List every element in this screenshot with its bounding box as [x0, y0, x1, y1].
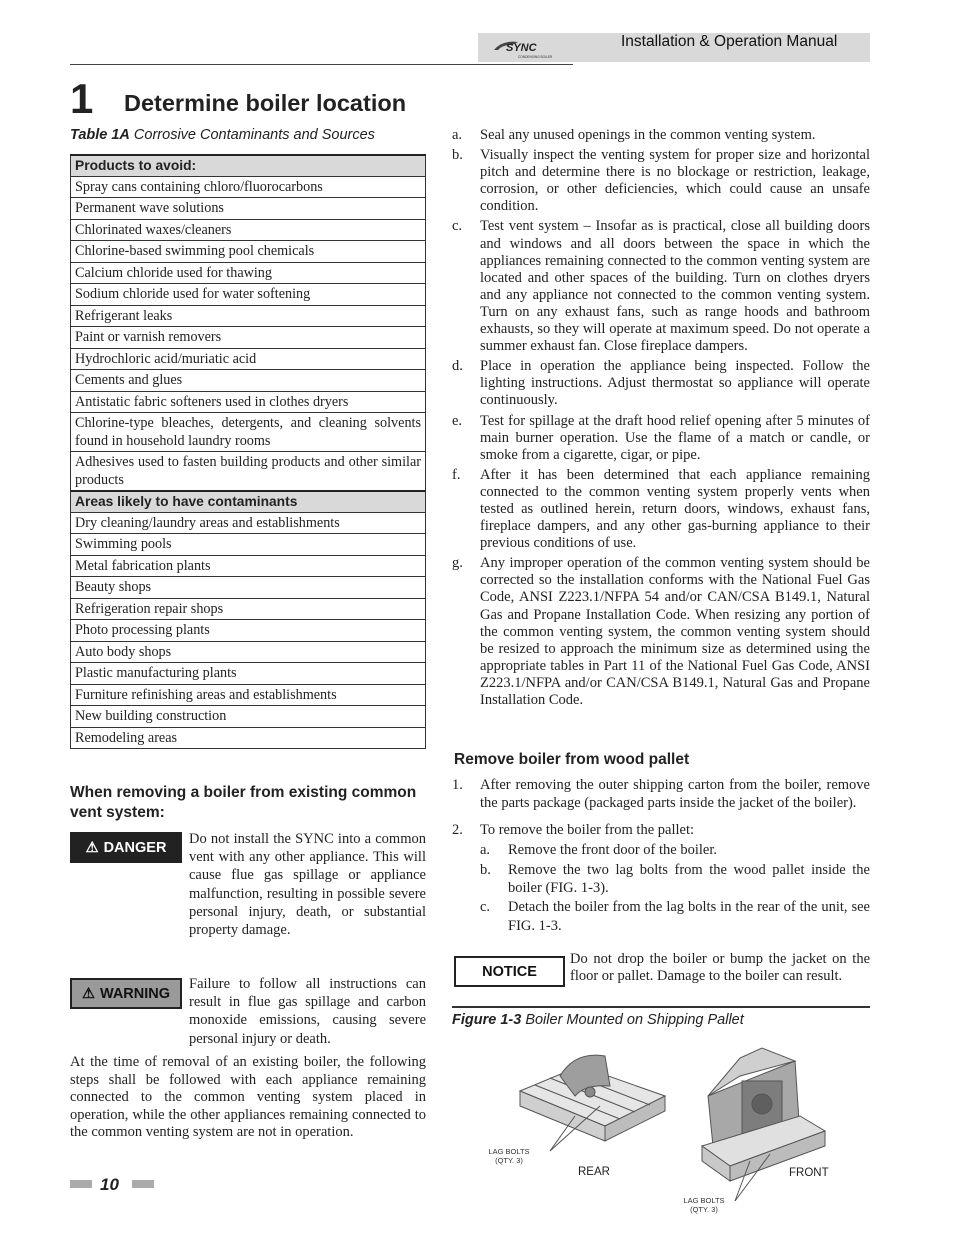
contaminants-table [70, 154, 426, 749]
step-text: After removing the outer shipping carton from the boiler, remove the parts package (packaged parts inside the jacket of the boiler). [480, 777, 870, 812]
table-row: Permanent wave solutions [71, 198, 426, 220]
list-item [452, 467, 870, 552]
table-row: Cements and glues [71, 370, 426, 392]
intro-paragraph: At the time of removal of an existing boiler, the following steps shall be followed with each appliance remaining connected to the common venting system placed in operation, while the other appliances remaining connected to the common venting system are not in operation. [70, 1054, 426, 1141]
danger-text: Do not install the SYNC into a common vent with any other appliance. This will cause flue gas spillage or appliance malfunction, resulting in possible severe personal injury, death, or substantial property damage. [189, 831, 426, 939]
step-label: g. [452, 555, 463, 572]
step-text: Remove the two lag bolts from the wood pallet inside the boiler (FIG. 1-3). [508, 861, 870, 897]
list-item [452, 898, 870, 935]
section-title: Determine boiler location [124, 90, 407, 116]
table-row: Spray cans containing chloro/fluorocarbons [71, 176, 426, 198]
step-text: Any improper operation of the common venting system should be corrected so the installation conforms with the National Fuel Gas Code, ANSI Z223.1/NFPA 54 and/or CAN/CSA B149.1, Natural Gas and Propane Installation Code. When resizing any portion of the common venting system, the common venting system should be resized to approach the minimum size as determined using the appropriate tables in Part 11 of the National Fuel Gas Code, ANSI Z223.1/NFPA and/or CAN/CSA B149.1, Natural Gas and Propane Installation Code. [480, 555, 870, 708]
notice-badge: NOTICE [454, 956, 565, 987]
warning-triangle-icon: ⚠ [85, 839, 99, 856]
lag-bolts-line1: LAG BOLTS [683, 1196, 725, 1205]
table-row: Chlorine-type bleaches, detergents, and cleaning solvents found in household laundry rooms [71, 413, 426, 452]
front-view-label: FRONT [789, 1167, 829, 1179]
pallet-heading: Remove boiler from wood pallet [454, 751, 690, 768]
step-text: Remove the front door of the boiler. [508, 842, 717, 859]
table-row: Plastic manufacturing plants [71, 663, 426, 685]
table-row: Calcium chloride used for thawing [71, 262, 426, 284]
lag-bolts-line2: (QTY. 3) [690, 1205, 718, 1214]
table-row: Refrigeration repair shops [71, 598, 426, 620]
sync-logo [492, 36, 562, 60]
step-text: Place in operation the appliance being inspected. Follow the lighting instructions. Adjust thermostat so appliance will operate continuously. [480, 358, 870, 409]
lag-bolts-line1: LAG BOLTS [488, 1147, 530, 1156]
step-text: After it has been determined that each appliance remaining connected to the common venting system properly vents when tested as outlined herein, return doors, windows, exhaust fans, fireplace dampers, and any other gas-burning appliance to their previous conditions of use. [480, 466, 870, 552]
step-label: a. [452, 127, 463, 143]
list-item [452, 841, 870, 859]
list-item [452, 413, 870, 464]
vent-removal-heading: When removing a boiler from existing common vent system: [70, 784, 417, 821]
table-row: Chlorinated waxes/cleaners [71, 219, 426, 241]
step-label: b. [480, 861, 491, 878]
step-label: c. [480, 899, 491, 916]
table-row: Auto body shops [71, 641, 426, 663]
svg-text:CONDENSING BOILER: CONDENSING BOILER [518, 55, 553, 59]
list-item [452, 821, 870, 839]
list-item [452, 861, 870, 898]
figure-caption [452, 1012, 744, 1028]
list-item [452, 147, 870, 215]
section-number: 1 [70, 75, 94, 122]
footer-bar-left [70, 1180, 92, 1188]
table-row: Furniture refinishing areas and establishments [71, 684, 426, 706]
table-row: New building construction [71, 706, 426, 728]
table-caption-text: Corrosive Contaminants and Sources [129, 127, 375, 143]
danger-badge [70, 832, 182, 863]
danger-label: DANGER [103, 839, 167, 856]
table-row: Chlorine-based swimming pool chemicals [71, 241, 426, 263]
table-row: Refrigerant leaks [71, 305, 426, 327]
table-row: Paint or varnish removers [71, 327, 426, 349]
notice-text: Do not drop the boiler or bump the jacket on the floor or pallet. Damage to the boiler can result. [570, 951, 870, 985]
figure-caption-label: Figure 1-3 [452, 1012, 522, 1028]
step-label: c. [452, 218, 463, 235]
step-text: Test for spillage at the draft hood relief opening after 5 minutes of main burner operation. Use the flame of a match or candle, or smoke from a cigarette, cigar, or pipe. [480, 412, 870, 463]
list-item [452, 218, 870, 355]
table-group-header: Products to avoid: [71, 155, 426, 176]
step-label: d. [452, 358, 463, 375]
manual-title: Installation & Operation Manual [621, 33, 838, 50]
pallet-steps-list [452, 776, 870, 935]
warning-label: WARNING [99, 985, 171, 1002]
table-caption-label: Table 1A [70, 127, 130, 143]
svg-text:SYNC: SYNC [506, 42, 537, 54]
page-number: 10 [100, 1175, 119, 1194]
table-row: Hydrochloric acid/muriatic acid [71, 348, 426, 370]
table-row: Beauty shops [71, 577, 426, 599]
table-row: Sodium chloride used for water softening [71, 284, 426, 306]
step-text: Test vent system – Insofar as is practical, close all building doors and windows and all doors between the space in which the appliances remaining connected to the common venting system are located and other spaces of the building. Turn on clothes dryers and any appliance not connected to the common venting system. Turn on any exhaust fans, such as range hoods and bathroom exhausts, so they will operate at maximum speed. Do not operate a summer exhaust fan. Close fireplace dampers. [480, 218, 870, 355]
step-label: e. [452, 412, 463, 429]
table-row: Dry cleaning/laundry areas and establishments [71, 512, 426, 534]
step-text: Detach the boiler from the lag bolts in the rear of the unit, see FIG. 1-3. [508, 899, 870, 934]
table-caption [70, 127, 375, 143]
warning-text: Failure to follow all instructions can result in flue gas spillage and carbon monoxide emissions, causing severe personal injury or death. [189, 976, 426, 1047]
lag-bolts-line2: (QTY. 3) [495, 1156, 523, 1165]
vent-steps-list [452, 127, 870, 709]
step-label: b. [452, 147, 463, 164]
table-row: Photo processing plants [71, 620, 426, 642]
warning-badge [70, 978, 182, 1009]
step-label: a. [480, 842, 491, 859]
warning-triangle-icon: ⚠ [81, 985, 95, 1002]
step-text: Seal any unused openings in the common venting system. [480, 127, 816, 143]
table-group-header: Areas likely to have contaminants [71, 491, 426, 512]
list-item [452, 127, 870, 144]
figure-rule [452, 1006, 870, 1008]
step-text: Visually inspect the venting system for proper size and horizontal pitch and determine there is no blockage or restriction, leakage, corrosion, or other deficiencies, which could cause an unsafe condition. [480, 147, 870, 215]
step-text: To remove the boiler from the pallet: [480, 821, 694, 838]
table-row: Remodeling areas [71, 727, 426, 749]
list-item [452, 555, 870, 709]
list-item [452, 358, 870, 409]
footer-bar-right [132, 1180, 154, 1188]
list-item [452, 776, 870, 813]
figure-caption-text: Boiler Mounted on Shipping Pallet [521, 1012, 744, 1028]
table-row: Swimming pools [71, 534, 426, 556]
table-row: Antistatic fabric softeners used in clothes dryers [71, 391, 426, 413]
step-label: 2. [452, 821, 463, 838]
table-row: Adhesives used to fasten building products and other similar products [71, 452, 426, 492]
rear-lag-bolts-label [484, 1147, 534, 1165]
front-lag-bolts-label [679, 1196, 729, 1214]
table-row: Metal fabrication plants [71, 555, 426, 577]
header-rule [70, 64, 573, 65]
rear-view-label: REAR [578, 1166, 610, 1178]
step-label: f. [452, 466, 461, 483]
step-label: 1. [452, 777, 463, 793]
boiler-pallet-illustration [480, 1036, 840, 1216]
rear-view-drawing [520, 1055, 665, 1151]
